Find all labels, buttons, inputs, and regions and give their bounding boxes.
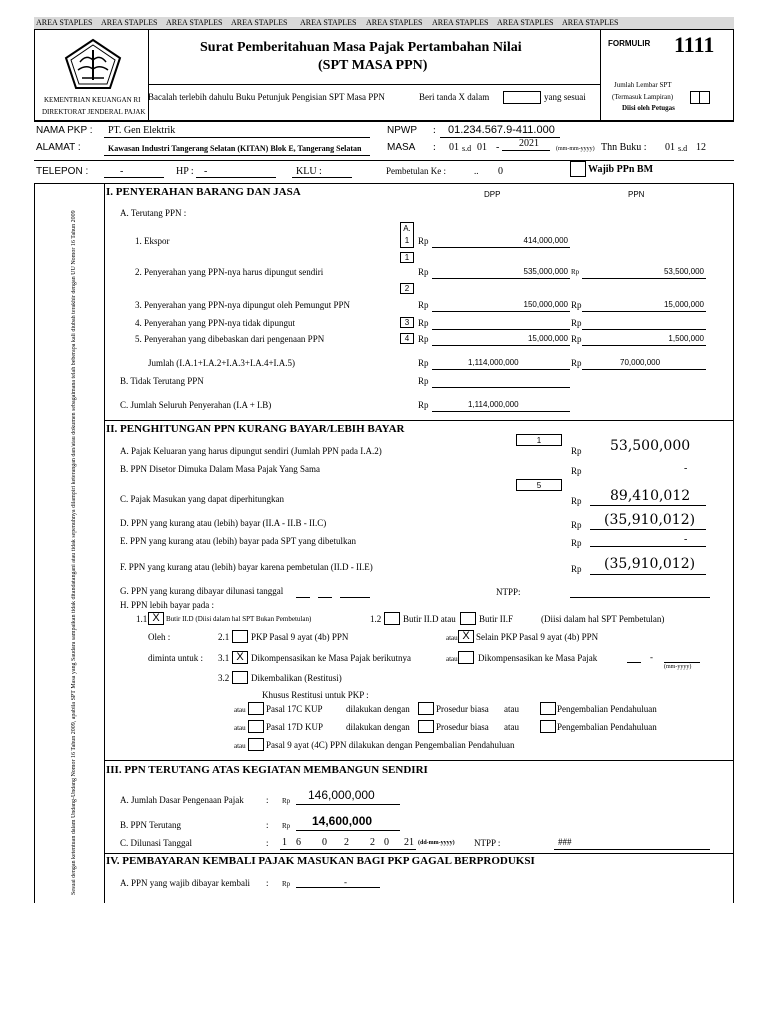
k1-pendahuluan-checkbox[interactable] xyxy=(540,702,556,715)
section-4-title: IV. PEMBAYARAN KEMBALI PAJAK MASUKAN BAGI PKP GAGAL BERPRODUKSI xyxy=(106,855,535,867)
staples-label: AREA STAPLES xyxy=(562,18,619,27)
sec1-c-label: C. Jumlah Seluruh Penyerahan (I.A + I.B) xyxy=(120,400,272,410)
sec2-d-value[interactable]: (35,910,012) xyxy=(604,512,696,528)
underline xyxy=(590,546,706,547)
sec2-g-label: G. PPN yang kurang dibayar dilunasi tanggal xyxy=(120,586,284,596)
underline xyxy=(582,345,706,346)
divider xyxy=(148,29,149,121)
rp-label: Rp xyxy=(571,466,582,476)
underline xyxy=(196,177,276,178)
sec4-a-value[interactable]: - xyxy=(344,877,347,887)
ntpp-label: NTPP: xyxy=(496,587,521,597)
date-digit[interactable]: 2 xyxy=(370,837,375,848)
thn-buku-sd: s.d xyxy=(678,144,688,153)
masa-label: MASA xyxy=(387,142,416,153)
date-digit[interactable]: 1 xyxy=(282,837,287,848)
k1-biasa-checkbox[interactable] xyxy=(418,702,434,715)
form-subtitle: (SPT MASA PPN) xyxy=(318,58,428,73)
sec3-ntpp-label: NTPP : xyxy=(474,838,501,848)
underline xyxy=(296,597,310,598)
rp-label: Rp xyxy=(418,300,429,310)
instruction-text: Bacalah terlebih dahulu Buku Petunjuk Pengisian SPT Masa PPN xyxy=(148,92,385,102)
underline xyxy=(34,160,734,161)
biasa-label: Prosedur biasa xyxy=(436,722,489,732)
sec1-dpp-value[interactable]: 535,000,000 xyxy=(523,267,568,276)
underline xyxy=(296,887,380,888)
hp-label: HP : xyxy=(176,166,194,177)
wajib-ppnbm-checkbox[interactable] xyxy=(570,161,586,177)
sec1-dpp-value[interactable]: 15,000,000 xyxy=(527,334,568,343)
underline xyxy=(432,369,570,370)
h32-checkbox[interactable] xyxy=(232,671,248,684)
rp-label: Rp xyxy=(418,318,429,328)
h21-label: PKP Pasal 9 ayat (4b) PPN xyxy=(251,632,349,642)
npwp-label: NPWP xyxy=(387,125,417,136)
masa-year[interactable]: 2021 xyxy=(519,138,539,149)
atau-label: atau xyxy=(234,742,246,750)
h21-number: 2.1 xyxy=(218,632,230,642)
underline xyxy=(664,662,700,663)
h11-checkbox[interactable]: X xyxy=(148,612,164,625)
diminta-label: diminta untuk : xyxy=(148,653,203,663)
ppn-header: PPN xyxy=(628,190,645,199)
rp-label: Rp xyxy=(418,358,429,368)
underline xyxy=(432,411,570,412)
h12b-label: Butir II.F xyxy=(479,614,514,624)
thn-buku-label: Thn Buku : xyxy=(601,142,647,153)
klu-label: KLU : xyxy=(296,166,322,177)
divider xyxy=(104,183,105,903)
directorate-name: DIREKTORAT JENDERAL PAJAK xyxy=(42,108,146,116)
sec3-a-value[interactable]: 146,000,000 xyxy=(308,788,375,802)
k2-label: Pasal 17D KUP xyxy=(266,722,324,732)
pembetulan-value[interactable]: 0 xyxy=(498,166,503,177)
sec1-row-label: 2. Penyerahan yang PPN-nya harus dipungut sendiri xyxy=(135,267,324,277)
atau-label: atau xyxy=(234,706,246,714)
rp-label: Rp xyxy=(571,446,582,456)
underline xyxy=(590,574,706,575)
underline xyxy=(432,345,570,346)
masa-sd: s.d xyxy=(462,144,472,153)
rp-label: Rp xyxy=(571,520,582,530)
nama-value[interactable]: PT. Gen Elektrik xyxy=(108,125,176,136)
sec1-ppn-value[interactable]: 15,000,000 xyxy=(663,300,704,309)
h31-checkbox[interactable]: X xyxy=(232,651,248,664)
staples-label: AREA STAPLES xyxy=(366,18,423,27)
underline xyxy=(590,529,706,530)
underline xyxy=(554,849,710,850)
h22-label: Selain PKP Pasal 9 ayat (4b) PPN xyxy=(476,632,599,642)
underline xyxy=(104,137,370,138)
k2-pendahuluan-checkbox[interactable] xyxy=(540,720,556,733)
sec2-b-label: B. PPN Disetor Dimuka Dalam Masa Pajak Yang Sama xyxy=(120,464,320,474)
underline xyxy=(296,804,400,805)
h31b-dash: - xyxy=(650,652,653,662)
rp-label: Rp xyxy=(571,334,582,344)
colon: : xyxy=(266,795,269,805)
section-1-a: A. Terutang PPN : xyxy=(120,208,187,218)
divider xyxy=(104,760,733,761)
npwp-value[interactable]: 01.234.567.9-411.000 xyxy=(448,124,555,136)
code-arrow-box: 1 xyxy=(516,434,562,446)
sec1-jumlah-ppn[interactable]: 70,000,000 xyxy=(620,358,661,367)
h22-checkbox[interactable]: X xyxy=(458,630,474,643)
sec3-ntpp-value[interactable]: ### xyxy=(558,837,572,847)
sec1-jumlah-label: Jumlah (I.A.1+I.A.2+I.A.3+I.A.4+I.A.5) xyxy=(148,358,296,368)
date-digit[interactable]: 0 xyxy=(322,837,327,848)
underline xyxy=(318,597,332,598)
divider xyxy=(148,84,600,85)
rp-small-label: Rp xyxy=(282,880,291,888)
h31b-label: Dikompensasikan ke Masa Pajak xyxy=(478,653,598,663)
underline xyxy=(296,830,400,831)
colon: : xyxy=(266,820,269,830)
telepon-value[interactable]: - xyxy=(120,166,124,177)
h21-checkbox[interactable] xyxy=(232,630,248,643)
atau-label: atau xyxy=(504,704,519,714)
date-digit[interactable]: 0 xyxy=(384,837,389,848)
formulir-label: FORMULIR xyxy=(608,39,651,48)
rp-label: Rp xyxy=(418,236,429,246)
divider xyxy=(104,853,733,854)
atau-label: atau xyxy=(234,724,246,732)
staples-label: AREA STAPLES xyxy=(166,18,223,27)
rp-label: Rp xyxy=(418,400,429,410)
divider xyxy=(733,183,734,903)
k2-checkbox[interactable] xyxy=(248,720,264,733)
colon: : xyxy=(266,838,269,848)
sec1-ppn-value[interactable]: 53,500,000 xyxy=(663,267,704,276)
dengan-label: dilakukan dengan xyxy=(346,704,410,714)
h11-label: Butir II.D (Diisi dalam hal SPT Bukan Pembetulan) xyxy=(166,615,312,623)
wajib-ppnbm-label: Wajib PPn BM xyxy=(588,164,654,175)
thn-buku-from[interactable]: 01 xyxy=(665,142,675,153)
biasa-label: Prosedur biasa xyxy=(436,704,489,714)
divider xyxy=(104,420,733,421)
h32-label: Dikembalikan (Restitusi) xyxy=(251,673,342,683)
sec2-a-label: A. Pajak Keluaran yang harus dipungut sendiri (Jumlah PPN pada I.A.2) xyxy=(120,446,382,456)
underline xyxy=(104,177,164,178)
sec2-c-value[interactable]: 89,410,012 xyxy=(610,488,691,504)
rp-label: Rp xyxy=(571,496,582,506)
underline xyxy=(432,329,570,330)
sec2-e-value[interactable]: - xyxy=(684,534,688,545)
rp-label: Rp xyxy=(571,318,582,328)
rp-label: Rp xyxy=(571,538,582,548)
sec2-c-label: C. Pajak Masukan yang dapat diperhitungkan xyxy=(120,494,284,504)
form-title: Surat Pemberitahuan Masa Pajak Pertambahan Nilai xyxy=(200,40,522,55)
staples-label: AREA STAPLES xyxy=(432,18,489,27)
underline xyxy=(104,155,370,156)
rp-label: Rp xyxy=(571,300,582,310)
h31b-checkbox[interactable] xyxy=(458,651,474,664)
rp-small-label: Rp xyxy=(571,268,580,276)
rp-small-label: Rp xyxy=(282,797,291,805)
sec2-e-label: E. PPN yang kurang atau (lebih) bayar pada SPT yang dibetulkan xyxy=(120,536,357,546)
pembetulan-dots: .. xyxy=(474,166,479,176)
section-1-title: I. PENYERAHAN BARANG DAN JASA xyxy=(106,186,301,198)
sec2-f-value[interactable]: (35,910,012) xyxy=(604,556,696,572)
form-number: 1111 xyxy=(674,32,715,57)
sec2-h-label: H. PPN lebih bayar pada : xyxy=(120,600,214,610)
sec1-row-label: 5. Penyerahan yang dibebaskan dari pengenaan PPN xyxy=(135,334,325,344)
code-box: 3 xyxy=(400,317,414,328)
sec1-row-label: 4. Penyerahan yang PPN-nya tidak dipungut xyxy=(135,318,295,328)
date-digit[interactable]: 6 xyxy=(296,837,301,848)
k3-checkbox[interactable] xyxy=(248,738,264,751)
dpp-header: DPP xyxy=(484,190,501,199)
sec3-c-label: C. Dilunasi Tanggal xyxy=(120,838,192,848)
masa-to[interactable]: 01 xyxy=(477,142,487,153)
h32-number: 3.2 xyxy=(218,673,230,683)
underline xyxy=(340,597,370,598)
date-digit[interactable]: 21 xyxy=(404,837,414,848)
underline xyxy=(582,311,706,312)
k2-biasa-checkbox[interactable] xyxy=(418,720,434,733)
sheet-count-box[interactable] xyxy=(690,91,700,104)
thn-buku-to[interactable]: 12 xyxy=(696,142,706,153)
nama-label: NAMA PKP : xyxy=(36,125,93,136)
underline xyxy=(432,387,570,388)
underline xyxy=(582,329,706,330)
pengembalian-label: Pengembalian Pendahuluan xyxy=(557,722,657,732)
underline xyxy=(280,849,416,850)
divider xyxy=(34,183,35,903)
underline xyxy=(590,505,706,506)
h31-number: 3.1 xyxy=(218,653,230,663)
h31b-format: (mm-yyyy) xyxy=(664,664,692,670)
hp-value[interactable]: - xyxy=(204,166,208,177)
rp-label: Rp xyxy=(571,358,582,368)
sec3-b-value[interactable]: 14,600,000 xyxy=(312,814,373,828)
sec1-jumlah-dpp[interactable]: 1,114,000,000 xyxy=(468,358,519,367)
k3-label: Pasal 9 ayat (4C) PPN dilakukan dengan Pengembalian Pendahuluan xyxy=(266,740,515,750)
sec2-f-label: F. PPN yang kurang atau (lebih) bayar karena pembetulan (II.D - II.E) xyxy=(120,562,373,572)
sec1-c-dpp[interactable]: 1,114,000,000 xyxy=(468,400,519,409)
staples-label: AREA STAPLES xyxy=(300,18,357,27)
pengembalian-label: Pengembalian Pendahuluan xyxy=(557,704,657,714)
underline xyxy=(627,662,641,663)
alamat-value[interactable]: Kawasan Industri Tangerang Selatan (KITAN) Blok E, Tangerang Selatan xyxy=(108,144,362,153)
section-3-title: III. PPN TERUTANG ATAS KEGIATAN MEMBANGUN SENDIRI xyxy=(106,764,428,776)
sec1-row-label: 1. Ekspor xyxy=(135,236,170,246)
atau-label: atau xyxy=(446,634,458,642)
k1-checkbox[interactable] xyxy=(248,702,264,715)
oleh-label: Oleh : xyxy=(148,632,171,642)
rp-label: Rp xyxy=(418,376,429,386)
mark-x-text-end: yang sesuai xyxy=(544,92,586,102)
side-legal-note: Sesuai dengan ketentuan dalam Undang-Undang Nomor 16 Tahun 2009, apabila SPT Masa yang Saudara sampaikan tidak ditandatangani atau tidak sepenuhnya dilampiri keterangan dan/atau dokumen sebagaimana telah beberapa kali diubah terakhir dengan UU Nomor 16 Tahun 2009 xyxy=(71,210,77,895)
mark-x-text: Beri tanda X dalam xyxy=(419,92,490,102)
code-box: 1 xyxy=(400,252,414,263)
underline xyxy=(582,278,706,279)
khusus-label: Khusus Restitusi untuk PKP : xyxy=(262,690,369,700)
k1-label: Pasal 17C KUP xyxy=(266,704,323,714)
sec4-a-label: A. PPN yang wajib dibayar kembali xyxy=(120,878,250,888)
underline xyxy=(440,137,560,138)
h11-number: 1.1 xyxy=(136,614,148,624)
h12-note: (Diisi dalam hal SPT Pembetulan) xyxy=(541,614,665,624)
masa-format: (mm-mm-yyyy) xyxy=(556,146,595,152)
underline xyxy=(432,278,570,279)
date-format: (dd-mm-yyyy) xyxy=(418,840,455,846)
h31-label: Dikompensasikan ke Masa Pajak berikutnya xyxy=(251,653,411,663)
code-box: 4 xyxy=(400,333,414,344)
staples-label: AREA STAPLES xyxy=(497,18,554,27)
sec3-a-label: A. Jumlah Dasar Pengenaan Pajak xyxy=(120,795,244,805)
code-box: A. 1 xyxy=(400,222,414,248)
colon: : xyxy=(433,142,436,153)
dengan-label: dilakukan dengan xyxy=(346,722,410,732)
staples-label: AREA STAPLES xyxy=(101,18,158,27)
telepon-label: TELEPON : xyxy=(36,166,89,177)
masa-dash: - xyxy=(496,142,500,153)
date-digit[interactable]: 2 xyxy=(344,837,349,848)
code-arrow-box: 5 xyxy=(516,479,562,491)
pembetulan-label: Pembetulan Ke : xyxy=(386,166,446,176)
sec1-row-label: 3. Penyerahan yang PPN-nya dipungut oleh Pemungut PPN xyxy=(135,300,350,310)
underline xyxy=(292,177,352,178)
sec1-dpp-value[interactable]: 414,000,000 xyxy=(523,236,568,245)
underline xyxy=(502,150,550,151)
masa-from[interactable]: 01 xyxy=(449,142,459,153)
mark-x-sample-box xyxy=(503,91,541,104)
underline xyxy=(432,311,570,312)
rp-label: Rp xyxy=(571,564,582,574)
underline xyxy=(432,247,570,248)
sec1-ppn-value[interactable]: 1,500,000 xyxy=(668,334,704,343)
sec2-a-value[interactable]: 53,500,000 xyxy=(610,438,691,454)
h12-label: Butir II.D atau xyxy=(403,614,456,624)
h12-number: 1.2 xyxy=(370,614,382,624)
colon: : xyxy=(266,878,269,888)
sec2-d-label: D. PPN yang kurang atau (lebih) bayar (II.A - II.B - II.C) xyxy=(120,518,327,528)
code-box: 2 xyxy=(400,283,414,294)
staples-label: AREA STAPLES xyxy=(231,18,288,27)
h12-checkbox[interactable] xyxy=(384,612,400,625)
underline xyxy=(570,597,710,598)
sec3-b-label: B. PPN Terutang xyxy=(120,820,181,830)
sheet-count-label: Jumlah Lembar SPT xyxy=(614,81,672,89)
h12b-checkbox[interactable] xyxy=(460,612,476,625)
divider xyxy=(34,183,734,184)
colon: : xyxy=(433,125,436,136)
sec1-b-label: B. Tidak Terutang PPN xyxy=(120,376,204,386)
rp-label: Rp xyxy=(418,334,429,344)
divider xyxy=(600,29,601,121)
ministry-name: KEMENTRIAN KEUANGAN RI xyxy=(44,96,141,104)
section-2-title: II. PENGHITUNGAN PPN KURANG BAYAR/LEBIH BAYAR xyxy=(106,423,405,435)
ministry-logo-icon xyxy=(62,38,124,90)
sec2-b-value[interactable]: - xyxy=(684,463,688,474)
attachment-label: (Termasuk Lampiran) xyxy=(612,93,674,101)
rp-small-label: Rp xyxy=(282,822,291,830)
sec1-dpp-value[interactable]: 150,000,000 xyxy=(523,300,568,309)
atau-label: atau xyxy=(504,722,519,732)
officer-note: Diisi oleh Petugas xyxy=(622,104,675,112)
divider xyxy=(34,121,734,122)
atau-label: atau xyxy=(446,655,458,663)
staples-label: AREA STAPLES xyxy=(36,18,93,27)
alamat-label: ALAMAT : xyxy=(36,142,81,153)
rp-label: Rp xyxy=(418,267,429,277)
underline xyxy=(582,369,706,370)
